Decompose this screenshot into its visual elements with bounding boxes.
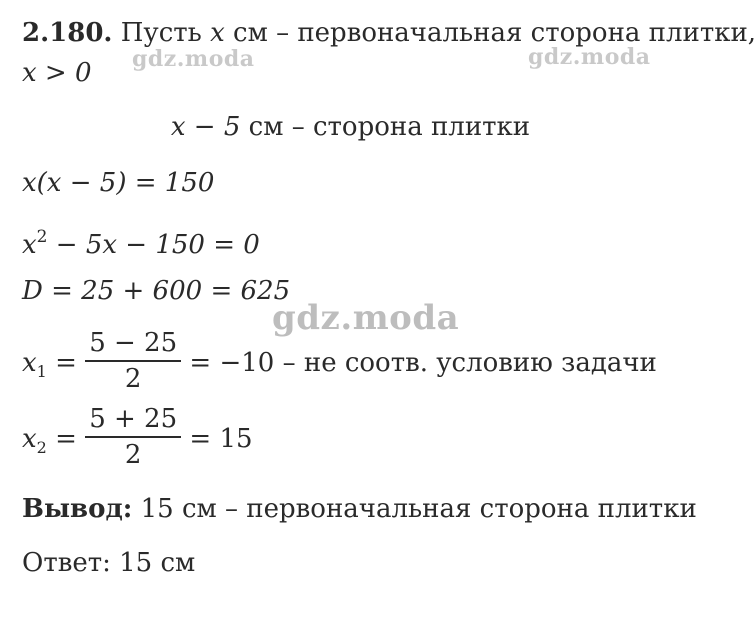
quadratic-x: x <box>22 230 37 260</box>
x2-denominator: 2 <box>124 440 142 470</box>
x1-label: x <box>22 348 37 378</box>
side-text: см – сторона плитки <box>248 112 531 142</box>
x1-result: = −10 <box>189 348 275 378</box>
root-x1: $x_1$ = $\frac{5 - 25}{2}$ = −10 – не соотв. условию задачи <box>22 328 657 394</box>
x1-note: – не соотв. условию задачи <box>282 348 657 378</box>
problem-statement <box>22 18 756 48</box>
x2-fraction <box>85 404 181 470</box>
variable-x: x <box>210 18 225 48</box>
x1-numerator: 5 − 25 <box>85 328 181 362</box>
x2-label: x <box>22 424 37 454</box>
quadratic-power: 2 <box>36 227 48 247</box>
conclusion <box>22 494 697 524</box>
conclusion-label: Вывод: <box>22 494 133 524</box>
x2-numerator: 5 + 25 <box>85 404 181 438</box>
x1-fraction <box>85 328 181 394</box>
quadratic-rest: − 5x − 150 = 0 <box>55 230 260 260</box>
watermark-logo: gdz.moda <box>272 298 460 338</box>
problem-number: 2.180. <box>22 18 113 48</box>
side-expression: x − 5 <box>170 112 241 142</box>
x1-subscript: 1 <box>36 362 47 381</box>
condition: x > 0 <box>22 58 92 88</box>
x2-result: = 15 <box>189 424 253 454</box>
equation-area: x(x − 5) = 150 <box>22 168 215 198</box>
conclusion-text: 15 см – первоначальная сторона плитки <box>140 494 697 524</box>
side-definition <box>0 112 701 142</box>
equation-quadratic <box>22 222 260 260</box>
watermark-logo: gdz.moda <box>528 44 651 70</box>
discriminant: D = 25 + 600 = 625 <box>22 276 291 306</box>
intro-text: Пусть <box>120 18 202 48</box>
answer: Ответ: 15 см <box>22 548 196 578</box>
watermark-logo: gdz.moda <box>132 46 255 72</box>
x1-denominator: 2 <box>124 364 142 394</box>
x2-subscript: 2 <box>36 438 47 457</box>
root-x2: $x_2$ = $\frac{5 + 25}{2}$ = 15 <box>22 404 253 470</box>
intro-rest: см – первоначальная сторона плитки, <box>233 18 756 48</box>
